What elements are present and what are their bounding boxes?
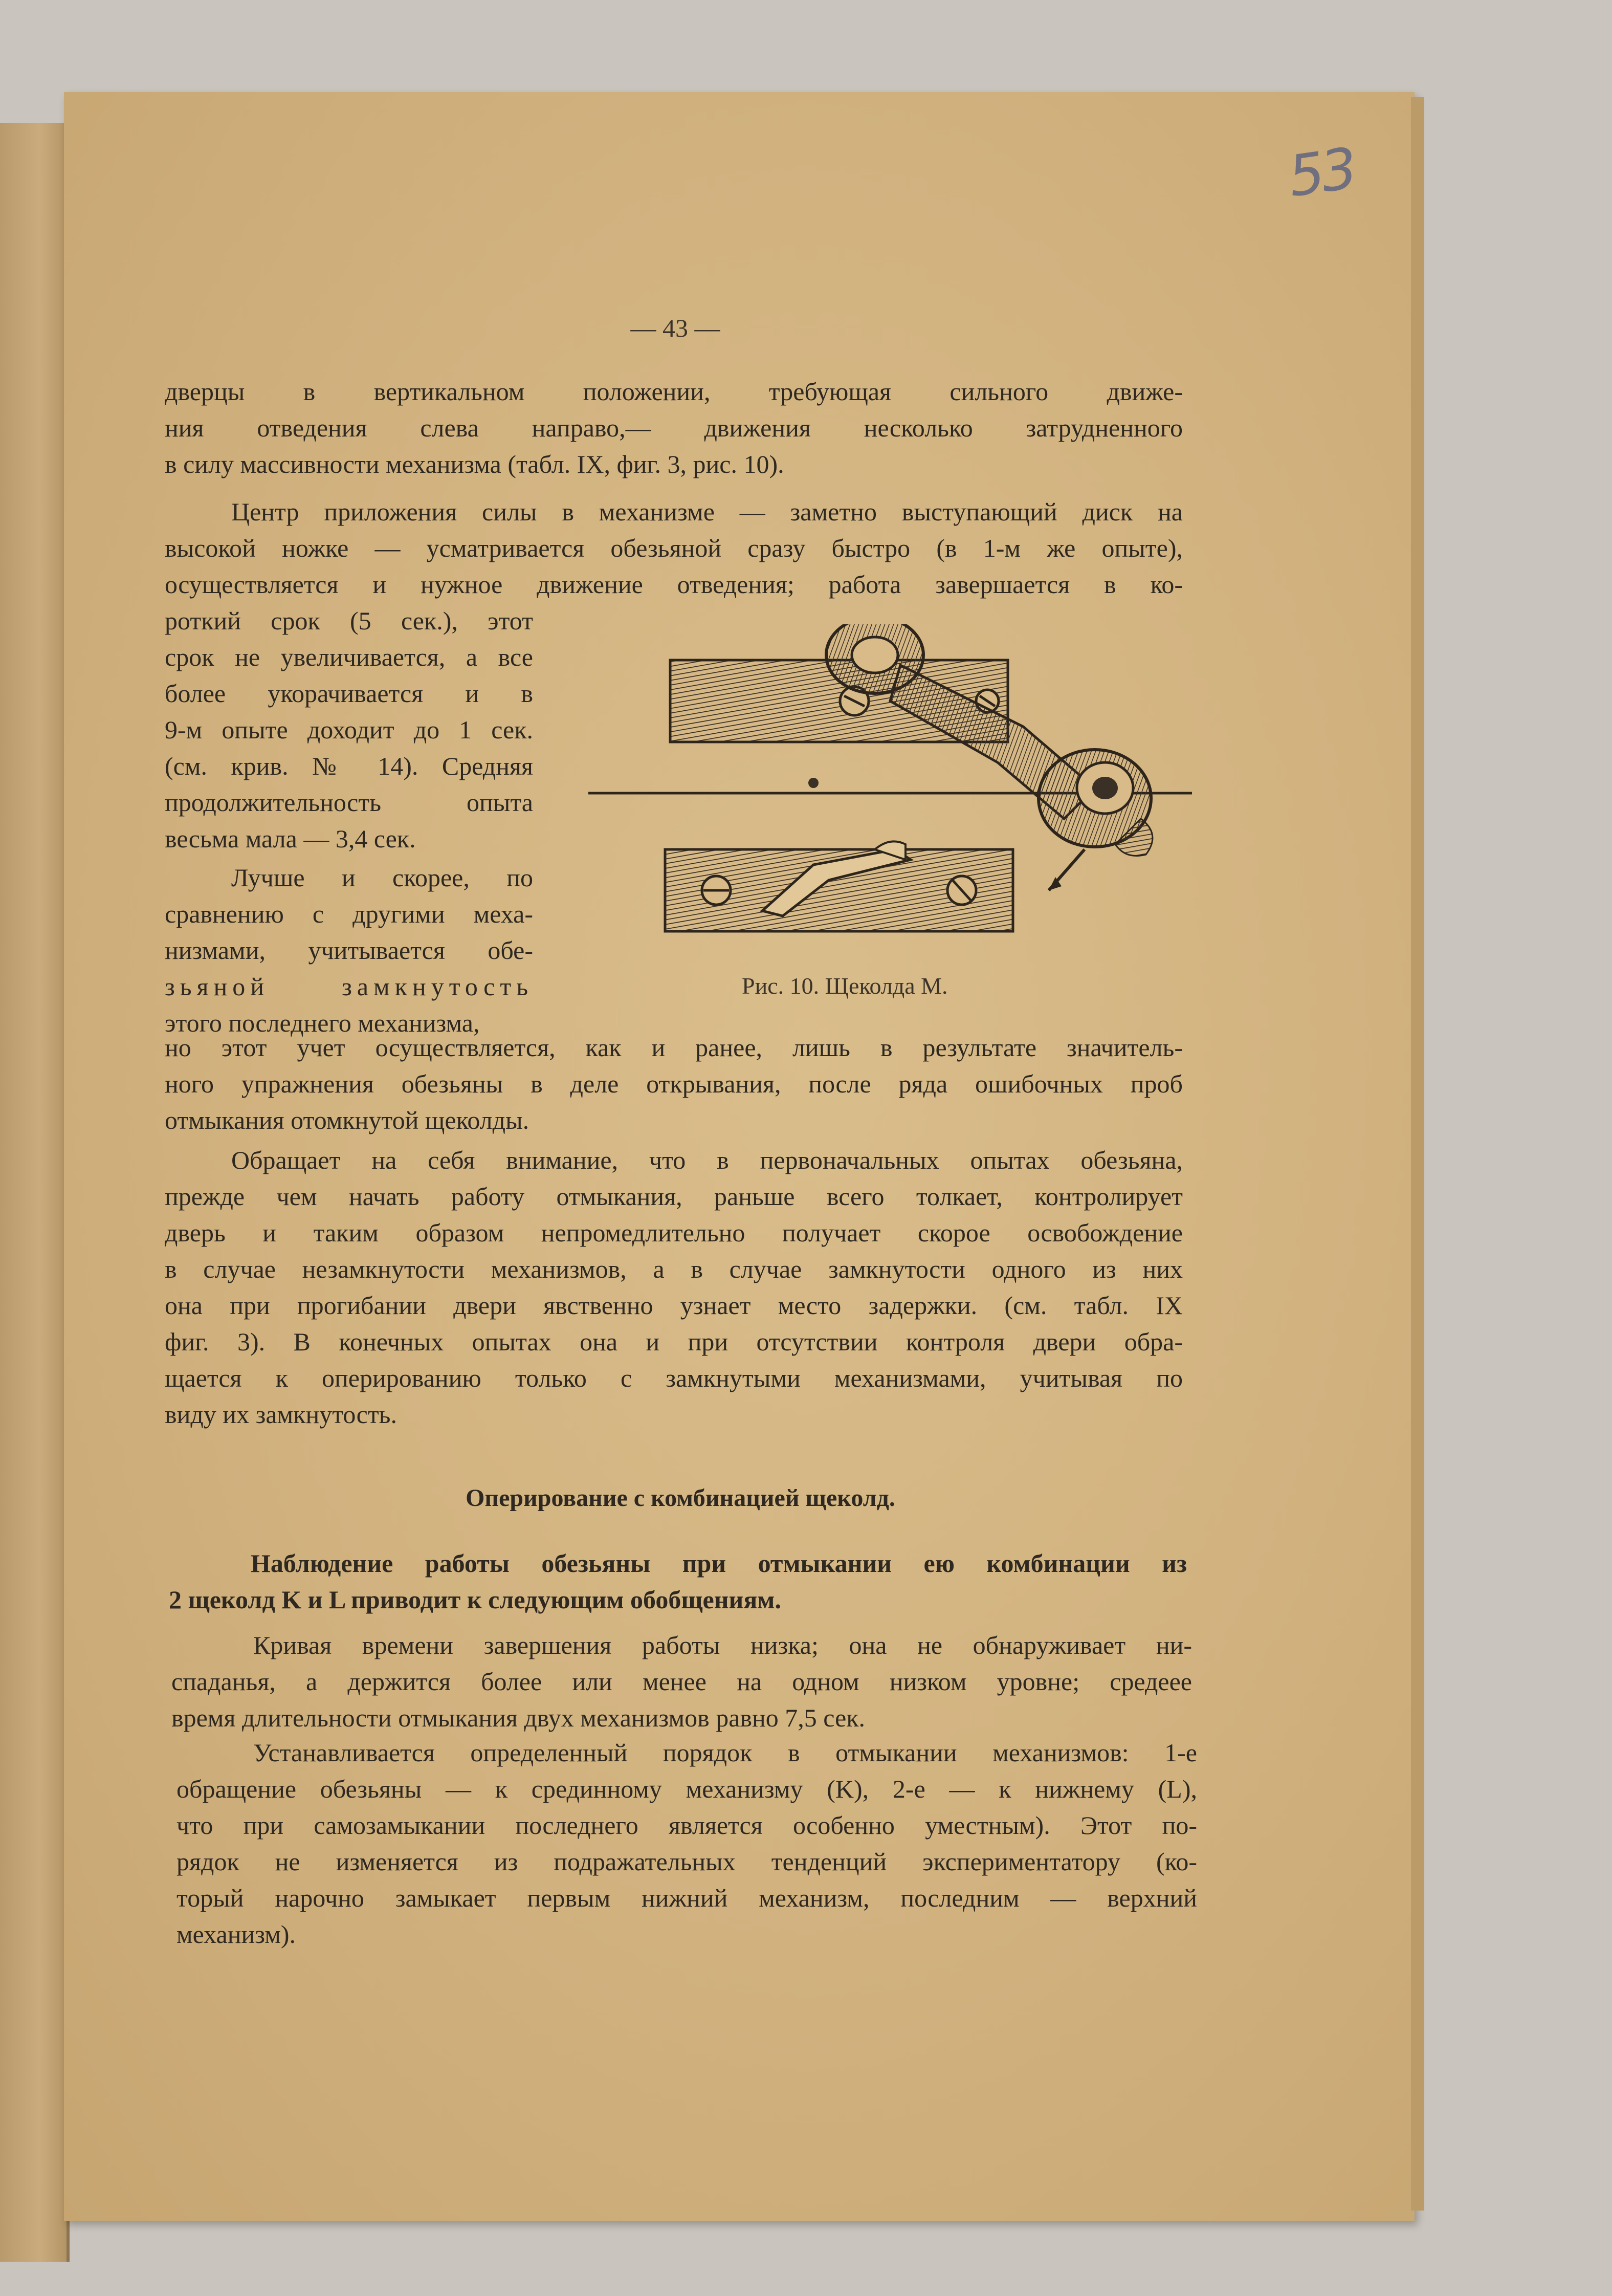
paragraph-2 (165, 494, 1183, 603)
text-line: весьма мала — 3,4 сек. (165, 824, 416, 853)
text-line: (см. крив. № 14). Средняя (165, 752, 533, 780)
text-line: высокой ножке — усматривается обезьяной сразу быстро (в 1-м же опыте), (165, 534, 1183, 562)
facing-page-edge (0, 123, 70, 2262)
paragraph-5 (169, 1545, 1187, 1618)
text-line: но этот учет осуществляется, как и ранее, лишь в результате значитель- (165, 1033, 1183, 1062)
text-line: Кривая времени завершения работы низка; она не обнаруживает ни- (253, 1631, 1192, 1659)
text-line: Обращает на себя внимание, что в первоначальных опытах обезьяна, (231, 1146, 1183, 1174)
text-line: прежде чем начать работу отмыкания, раньше всего толкает, контролирует (165, 1182, 1183, 1211)
handwritten-folio-number: 53 (1284, 135, 1358, 210)
text-line: рядок не изменяется из подражательных тенденций экспериментатору (ко- (176, 1847, 1197, 1876)
text-line: более укорачивается и в (165, 679, 533, 708)
figure-caption: Рис. 10. Щеколда М. (742, 973, 948, 999)
text-line: что при самозамыкании последнего является особенно уместным). Этот по- (176, 1811, 1197, 1840)
text-line: торый нарочно замыкает первым нижний механизм, последним — верхний (176, 1884, 1197, 1912)
text-line: отмыкания отомкнутой щеколды. (165, 1106, 529, 1134)
text-line: Устанавливается определенный порядок в отмыкании механизмов: 1-е (253, 1738, 1197, 1767)
latch-figure (588, 624, 1192, 942)
text-line: щается к оперированию только с замкнутыми механизмами, учитывая по (165, 1364, 1183, 1392)
text-line: фиг. 3). В конечных опытах она и при отсутствии контроля двери обра- (165, 1327, 1183, 1356)
text-line: обращение обезьяны — к срединному механизму (K), 2-е — к нижнему (L), (176, 1775, 1197, 1803)
section-heading: Оперирование с комбинацией щеколд. (466, 1484, 895, 1512)
text-line: Лучше и скорее, по (231, 863, 533, 892)
paragraph-1 (165, 374, 1183, 483)
text-line: осуществляется и нужное движение отведения; работа завершается в ко- (165, 570, 1183, 599)
text-line: в случае незамкнутости механизмов, а в случае замкнутости одного из них (165, 1255, 1183, 1283)
text-line: Наблюдение работы обезьяны при отмыкании ею комбинации из (251, 1549, 1187, 1578)
text-line: механизм). (176, 1920, 296, 1949)
paragraph-3-continued (165, 1030, 1183, 1139)
paragraph-7 (176, 1735, 1197, 1953)
text-line: спаданья, а держится более или менее на одном низком уровне; средеее (171, 1667, 1192, 1696)
text-line: сравнению с другими меха- (165, 900, 533, 928)
paragraph-4 (165, 1142, 1183, 1433)
paragraph-3 (165, 860, 533, 1041)
paragraph-6 (171, 1627, 1192, 1736)
text-line: дверцы в вертикальном положении, требующая сильного движе- (165, 377, 1183, 406)
text-line: время длительности отмыкания двух механизмов равно 7,5 сек. (171, 1703, 866, 1732)
text-line: продолжительность опыта (165, 788, 533, 817)
text-line: срок не увеличивается, а все (165, 643, 533, 671)
text-line: низмами, учитывается обе- (165, 936, 533, 965)
text-line: в силу массивности механизма (табл. IX, фиг. 3, рис. 10). (165, 450, 784, 478)
text-line: Центр приложения силы в механизме — заметно выступающий диск на (231, 497, 1183, 526)
text-line: этого последнего механизма, (165, 1009, 480, 1037)
text-line: ния отведения слева направо,— движения несколько затрудненного (165, 413, 1183, 442)
text-line: ного упражнения обезьяны в деле открывания, после ряда ошибочных проб (165, 1069, 1183, 1098)
text-line: виду их замкнутость. (165, 1400, 397, 1429)
text-line: дверь и таким образом непромедлительно получает скорое освобождение (165, 1218, 1183, 1247)
text-line: она при прогибании двери явственно узнает место задержки. (см. табл. IX (165, 1291, 1183, 1320)
text-line: зьяной замкнутость (165, 972, 533, 1001)
text-line: роткий срок (5 сек.), этот (165, 606, 533, 635)
text-line: 9-м опыте доходит до 1 сек. (165, 715, 533, 744)
text-line: 2 щеколд K и L приводит к следующим обобщениям. (169, 1585, 781, 1614)
paragraph-2-continued (165, 603, 533, 857)
page-number: — 43 — (630, 314, 720, 342)
page-edge (1411, 97, 1424, 2211)
